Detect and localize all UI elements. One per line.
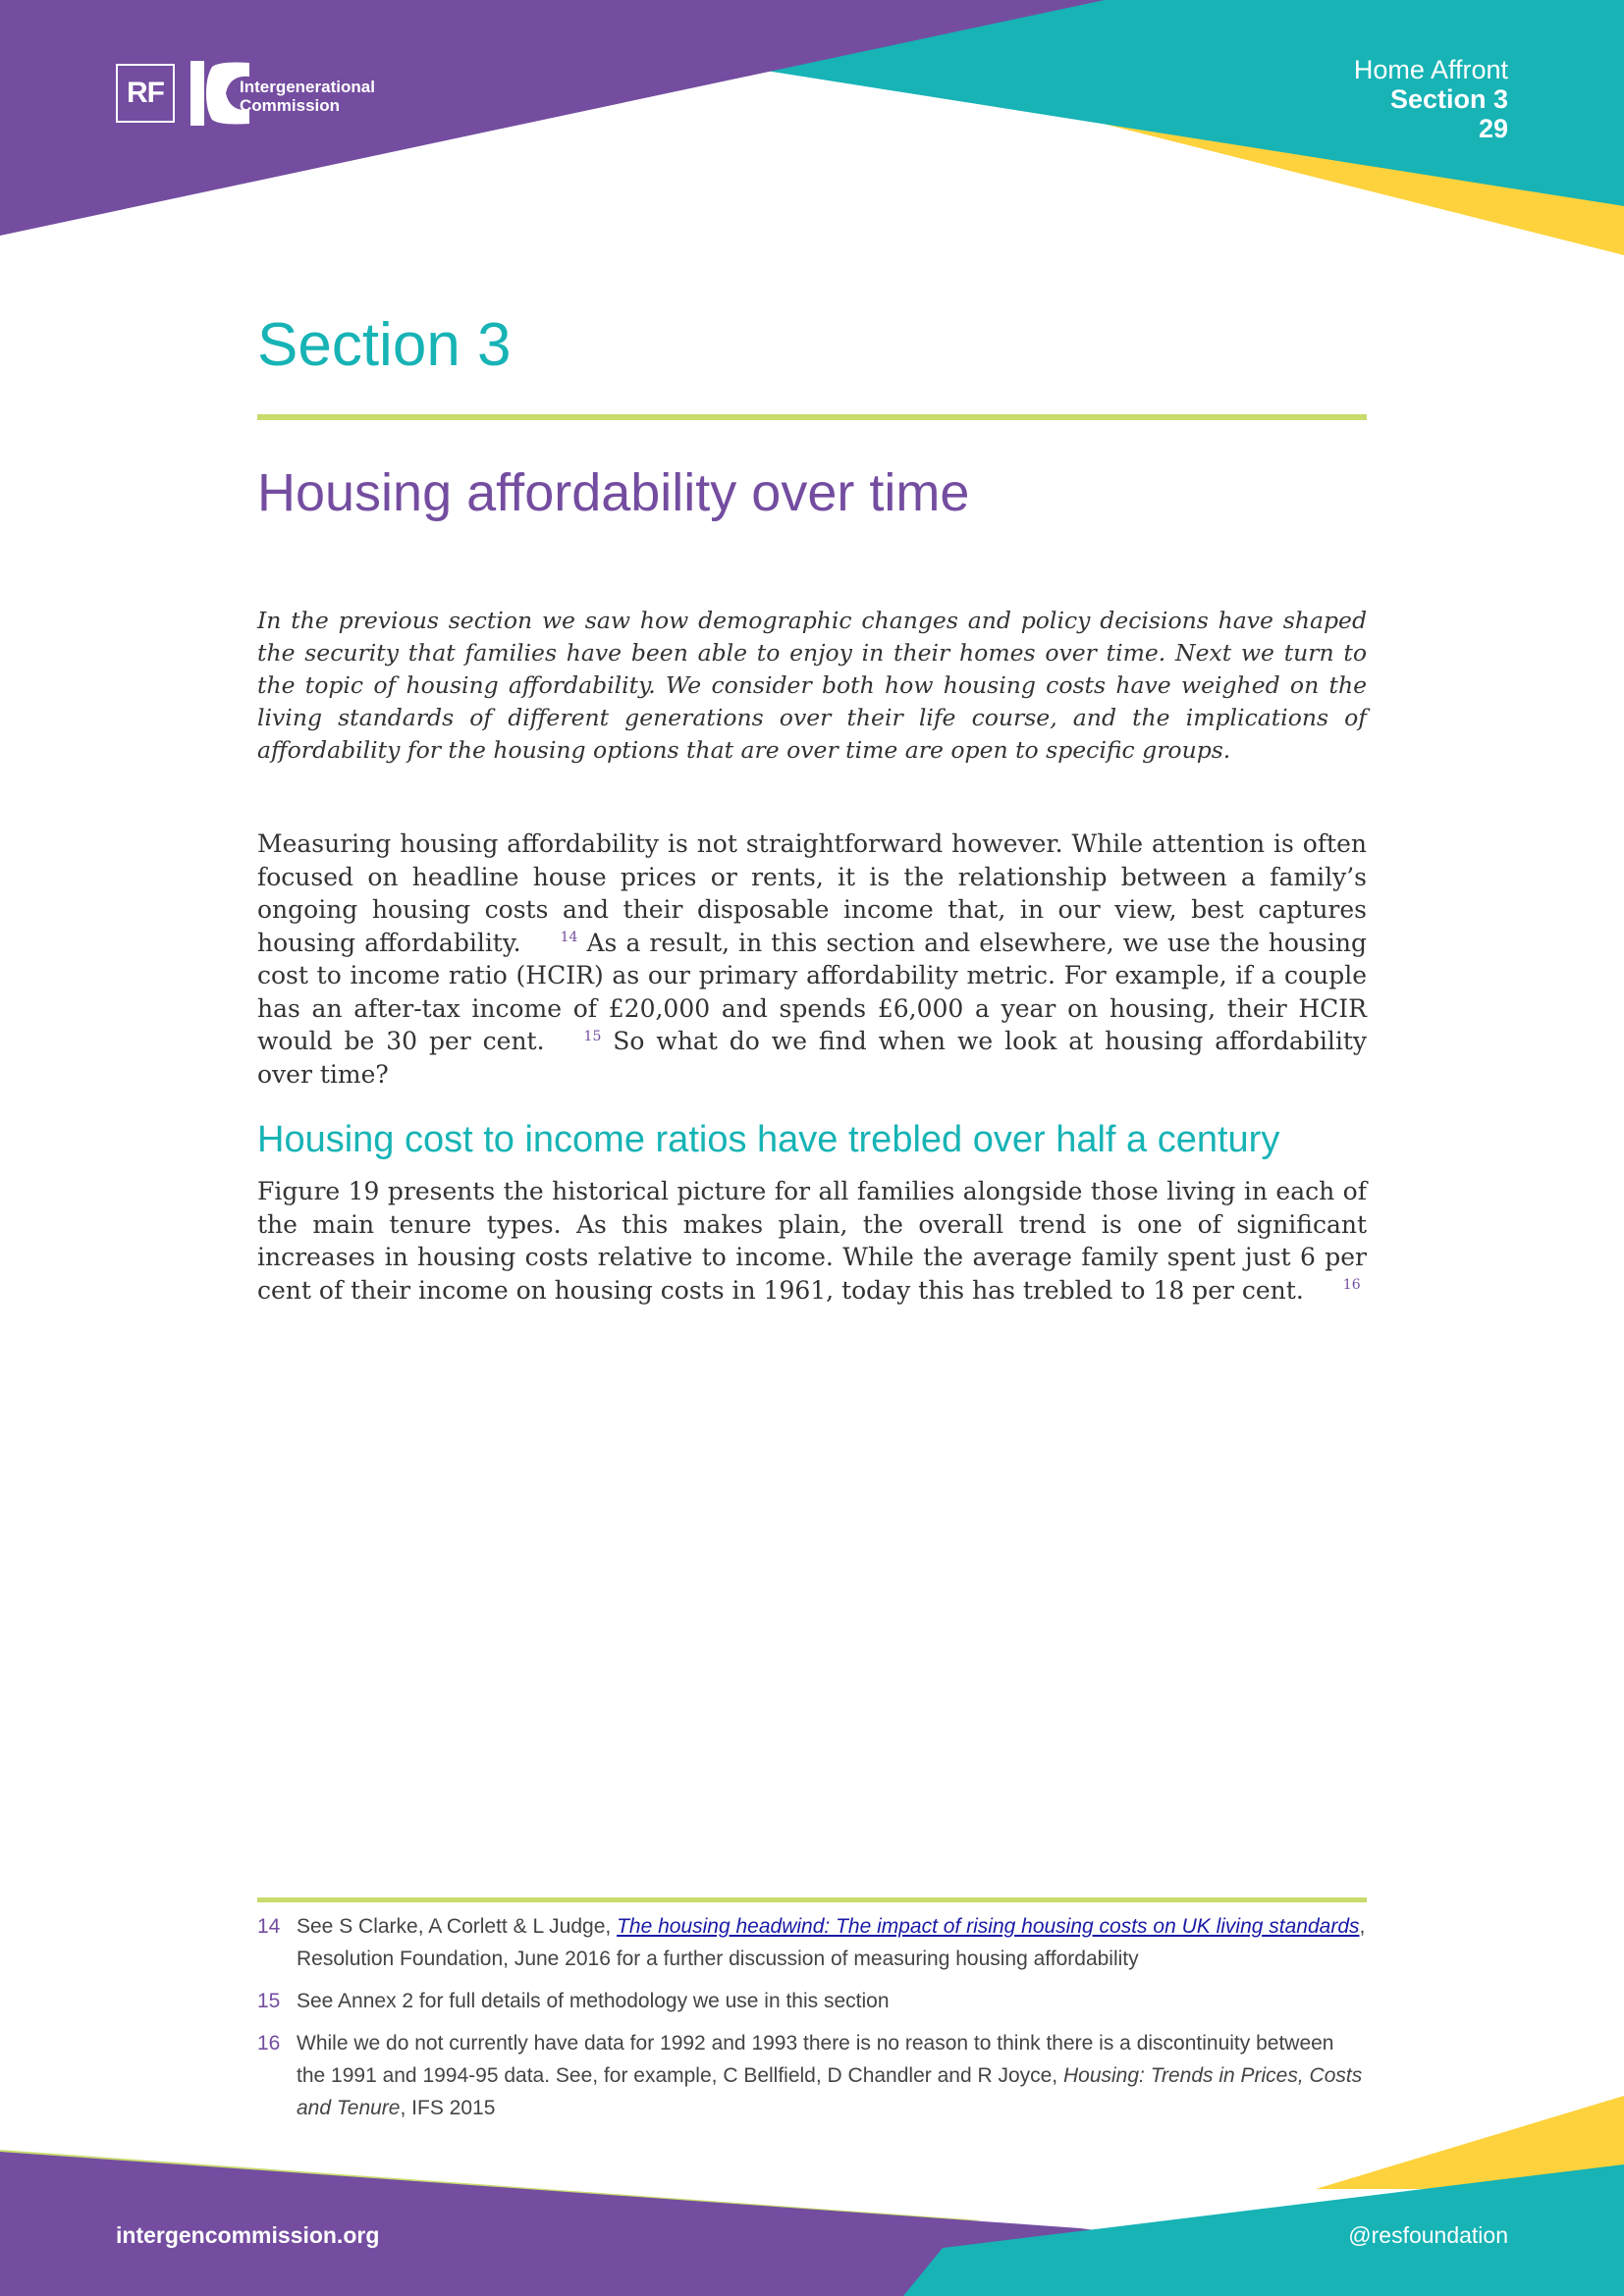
section-rule — [257, 414, 1367, 420]
logo-wordmark-line2: Commission — [240, 96, 341, 115]
footnote-15 — [257, 1985, 1367, 2017]
footnote-ref-16[interactable]: 16 — [1342, 1277, 1361, 1294]
footnote-rule — [257, 1897, 1367, 1902]
logo-wordmark — [240, 78, 375, 115]
p1-text-b: As a result, in this section and elsewhere, we use the housing cost to income ratio (HCIR) as our primary affordability metric. For example, if a couple has an after-tax income of £20,000 and spends £6,000 a year on housing, their HCIR would be 30 per cent. — [257, 928, 1367, 1055]
footnote-number: 14 — [257, 1915, 281, 1938]
footnote-number: 16 — [257, 2032, 281, 2055]
logo — [116, 61, 375, 126]
footnote-number: 15 — [257, 1990, 281, 2012]
body-paragraph-1 — [257, 828, 1367, 1091]
footnote-16 — [257, 2027, 1367, 2124]
section-heading: Section 3 — [257, 311, 512, 379]
footnote-ref-14[interactable]: 14 — [560, 930, 578, 946]
p1-text-c: So what do we find when we look at housing affordability over time? — [257, 1027, 1368, 1089]
footnote-text: , Resolution Foundation, June 2016 for a further discussion of measuring housing affordability — [297, 1915, 1366, 1970]
footnote-text: See S Clarke, A Corlett & L Judge, — [297, 1915, 618, 1938]
document-title: Home Affront — [1353, 55, 1508, 84]
footnote-ref-15[interactable]: 15 — [583, 1028, 602, 1044]
footer-website-link[interactable]: intergencommission.org — [116, 2222, 380, 2248]
main-content — [257, 306, 1367, 1331]
page-number: 29 — [1478, 114, 1508, 143]
intro-paragraph: In the previous section we saw how demographic changes and policy decisions have shaped the security that families have been able to enjoy in their homes over time. Next we turn to the topic of housing affordability. We consider both how housing costs have weighed on the living standards of different generations over their life course, and the implications of affordability for the housing options that are over time are open to specific groups. — [257, 607, 1367, 764]
rf-logo-text: RF — [127, 77, 164, 109]
footnote-14 — [257, 1910, 1367, 1975]
p2-text: Figure 19 presents the historical picture for all families alongside those living in each of the main tenure types. As this makes plain, the overall trend is one of significant increases in housing costs relative to income. While the average family spent just 6 per cent of their income on housing costs in 1961, today this has trebled to 18 per cent. — [257, 1177, 1367, 1305]
footnote-link-housing-headwind[interactable]: The housing headwind: The impact of rising housing costs on UK living standards — [617, 1915, 1360, 1938]
page-title: Housing affordability over time — [257, 463, 970, 522]
running-head — [1354, 55, 1508, 143]
footnote-text: While we do not currently have data for 1992 and 1993 there is no reason to think there is a discontinuity between the 1991 and 1994-95 data. See, for example, C Bellfield, D Chandler and R Joyce, — [297, 2032, 1334, 2087]
body-paragraph-2 — [257, 1175, 1367, 1307]
footnote-text: , IFS 2015 — [400, 2097, 496, 2119]
subheading: Housing cost to income ratios have trebled over half a century — [257, 1119, 1280, 1160]
footer-social-handle[interactable]: @resfoundation — [1348, 2222, 1508, 2248]
footnotes — [257, 1897, 1367, 2124]
rf-logo-mark — [116, 64, 175, 123]
footnote-text: See Annex 2 for full details of methodology we use in this section — [297, 1990, 890, 2012]
footnote-italic-title: Housing: Trends in Prices, Costs and Tenure — [297, 2064, 1363, 2119]
p1-text-a: Measuring housing affordability is not straightforward however. While attention is often focused on headline house prices or rents, it is the relationship between a family’s ongoing housing costs and their disposable income that, in our view, best captures housing affordability. — [257, 829, 1367, 957]
running-section: Section 3 — [1389, 84, 1508, 114]
logo-wordmark-line1: Intergenerational — [240, 78, 375, 96]
